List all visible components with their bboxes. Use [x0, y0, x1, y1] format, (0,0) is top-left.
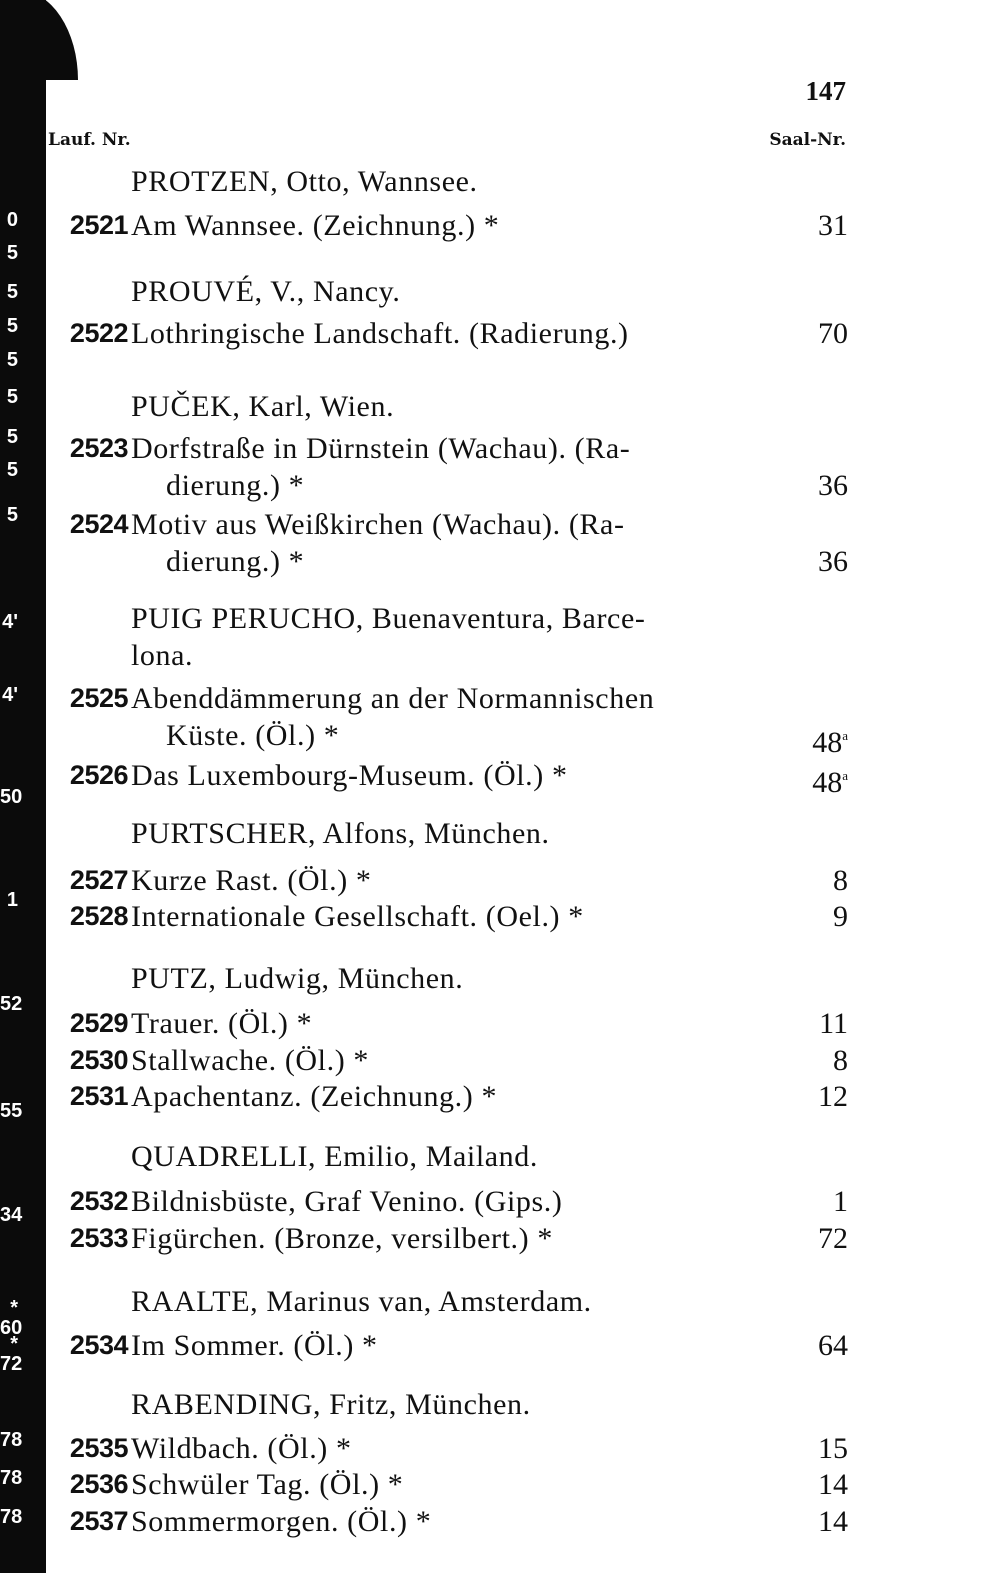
- margin-bleed-text: 78: [0, 1506, 23, 1528]
- work-title-continued: Küste. (Öl.) *: [166, 719, 340, 752]
- work-title-line: Trauer. (Öl.) *: [131, 1007, 313, 1040]
- saal-number: [788, 757, 848, 801]
- work-title-line: Schwüler Tag. (Öl.) *: [131, 1468, 404, 1501]
- saal-number: [788, 543, 848, 580]
- work-title-line: Stallwache. (Öl.) *: [131, 1044, 369, 1077]
- work-title: [131, 1327, 791, 1364]
- margin-bleed-text: 1: [6, 889, 18, 911]
- page-number: 147: [805, 76, 846, 106]
- saal-number-value: 1: [833, 1185, 848, 1218]
- work-title-line: Figürchen. (Bronze, versilbert.) *: [131, 1222, 553, 1255]
- saal-number-value: 36: [818, 469, 848, 502]
- artist-name: PUIG PERUCHO, Buenaventura, Barce-: [131, 602, 646, 635]
- artist-name: RABENDING, Fritz, München.: [131, 1388, 531, 1421]
- saal-number-value: 70: [818, 317, 848, 350]
- catalog-entry: [0, 1042, 848, 1079]
- margin-bleed-text: 55: [0, 1100, 23, 1122]
- catalog-entry: [0, 898, 848, 935]
- work-title-line: Internationale Gesellschaft. (Oel.) *: [131, 900, 584, 933]
- saal-number-value: 11: [819, 1007, 848, 1040]
- saal-number-value: 72: [818, 1222, 848, 1255]
- work-title: [131, 207, 791, 244]
- saal-number-value: 36: [818, 545, 848, 578]
- artist-heading: [131, 388, 821, 425]
- catalog-entry: [0, 1078, 848, 1115]
- margin-bleed-text: 4': [2, 611, 18, 633]
- saal-number-value: 12: [818, 1080, 848, 1113]
- work-title: [131, 1503, 791, 1540]
- catalog-entry: [0, 862, 848, 899]
- saal-number-suffix: a: [842, 768, 848, 783]
- saal-number: [788, 315, 848, 352]
- margin-bleed-text: * 72: [0, 1333, 23, 1375]
- saal-number-value: 14: [818, 1505, 848, 1538]
- catalog-entry: [0, 1503, 848, 1540]
- lauf-number: 2527: [69, 865, 128, 895]
- work-title-continued: dierung.) *: [166, 545, 305, 578]
- work-title: [131, 1183, 791, 1220]
- work-title: [131, 680, 791, 754]
- saal-number-value: 15: [818, 1432, 848, 1465]
- artist-name: PROUVÉ, V., Nancy.: [131, 275, 401, 308]
- margin-bleed-text: 5: [6, 242, 18, 264]
- lauf-number: 2521: [69, 210, 128, 240]
- work-title-line: Im Sommer. (Öl.) *: [131, 1329, 378, 1362]
- artist-name: PUČEK, Karl, Wien.: [131, 390, 395, 423]
- work-title-line: Apachentanz. (Zeichnung.) *: [131, 1080, 498, 1113]
- saal-number-value: 64: [818, 1329, 848, 1362]
- saal-number-value: 9: [833, 900, 848, 933]
- lauf-number: 2525: [69, 683, 128, 713]
- lauf-number: 2526: [69, 760, 128, 790]
- artist-name: PROTZEN, Otto, Wannsee.: [131, 165, 478, 198]
- lauf-number: 2536: [69, 1469, 128, 1499]
- margin-bleed-text: 78: [0, 1467, 23, 1489]
- saal-number: [788, 1078, 848, 1115]
- artist-heading: [131, 960, 821, 997]
- margin-bleed-text: 5: [6, 386, 18, 408]
- catalog-entry: [0, 1220, 848, 1257]
- margin-bleed-text: 52: [0, 993, 23, 1015]
- saal-number: [788, 1430, 848, 1467]
- saal-number-suffix: a: [842, 728, 848, 743]
- margin-bleed-text: 34: [0, 1204, 23, 1226]
- artist-name: QUADRELLI, Emilio, Mailand.: [131, 1140, 538, 1173]
- catalog-entry: [0, 1005, 848, 1042]
- saal-number: [788, 1327, 848, 1364]
- margin-bleed-text: 5: [6, 426, 18, 448]
- lauf-nr-label: Lauf. Nr.: [48, 130, 131, 150]
- artist-heading: [131, 1283, 821, 1320]
- margin-bleed-text: 4': [2, 684, 18, 706]
- margin-bleed-text: 78: [0, 1429, 23, 1451]
- margin-bleed-text: 5: [6, 281, 18, 303]
- page-binding-curve: [18, 0, 78, 80]
- lauf-number: 2531: [69, 1081, 128, 1111]
- saal-number: [788, 1503, 848, 1540]
- saal-number: [788, 1005, 848, 1042]
- work-title-line: Das Luxembourg-Museum. (Öl.) *: [131, 759, 568, 792]
- work-title-line: Dorfstraße in Dürnstein (Wachau). (Ra-: [131, 432, 631, 465]
- lauf-number: 2530: [69, 1045, 128, 1075]
- catalog-entry: [0, 680, 848, 759]
- saal-number: [788, 717, 848, 761]
- saal-number-value: 14: [818, 1468, 848, 1501]
- work-title-line: Lothringische Landschaft. (Radierung.): [131, 317, 629, 350]
- saal-number: [788, 467, 848, 504]
- catalog-entry: [0, 1183, 848, 1220]
- artist-name: RAALTE, Marinus van, Amsterdam.: [131, 1285, 592, 1318]
- saal-number: [788, 862, 848, 899]
- saal-number: [788, 1220, 848, 1257]
- artist-heading: [131, 163, 821, 200]
- margin-bleed-text: 5: [6, 349, 18, 371]
- margin-bleed-text: 5: [6, 315, 18, 337]
- catalog-entry: [0, 1466, 848, 1503]
- margin-bleed-text: 5: [6, 504, 18, 526]
- lauf-number: 2534: [69, 1330, 128, 1360]
- lauf-number: 2524: [69, 509, 128, 539]
- catalog-entry: [0, 1430, 848, 1467]
- work-title-line: Bildnisbüste, Graf Venino. (Gips.): [131, 1185, 563, 1218]
- work-title-continued: dierung.) *: [166, 469, 305, 502]
- saal-number: [788, 207, 848, 244]
- margin-bleed-text: 5: [6, 459, 18, 481]
- artist-heading: [131, 815, 821, 852]
- artist-name-continued: lona.: [131, 639, 194, 672]
- work-title-line: Kurze Rast. (Öl.) *: [131, 864, 372, 897]
- catalog-entry: [0, 430, 848, 504]
- artist-heading: [131, 1386, 821, 1423]
- work-title: [131, 1005, 791, 1042]
- work-title-line: Abenddämmerung an der Normannischen: [131, 682, 655, 715]
- work-title: [131, 898, 791, 935]
- saal-number: [788, 898, 848, 935]
- work-title: [131, 506, 791, 580]
- artist-heading: [131, 1138, 821, 1175]
- lauf-number: 2533: [69, 1223, 128, 1253]
- work-title: [131, 862, 791, 899]
- saal-number: [788, 1183, 848, 1220]
- saal-number: [788, 1042, 848, 1079]
- artist-name: PURTSCHER, Alfons, München.: [131, 817, 550, 850]
- saal-number-value: 31: [818, 209, 848, 242]
- work-title: [131, 757, 791, 794]
- saal-number-value: 48: [812, 726, 843, 759]
- lauf-number: 2523: [69, 433, 128, 463]
- artist-heading: [131, 600, 821, 674]
- work-title: [131, 1078, 791, 1115]
- artist-name: PUTZ, Ludwig, München.: [131, 962, 464, 995]
- work-title: [131, 315, 791, 352]
- saal-number: [788, 1466, 848, 1503]
- lauf-number: 2537: [69, 1506, 128, 1536]
- work-title-line: Motiv aus Weißkirchen (Wachau). (Ra-: [131, 508, 625, 541]
- work-title: [131, 1042, 791, 1079]
- saal-nr-label: Saal-Nr.: [769, 130, 846, 150]
- lauf-number: 2535: [69, 1433, 128, 1463]
- catalog-entry: [0, 315, 848, 352]
- catalog-entry: [0, 506, 848, 580]
- artist-heading: [131, 273, 821, 310]
- margin-bleed-text: 0: [6, 209, 18, 231]
- work-title-line: Wildbach. (Öl.) *: [131, 1432, 352, 1465]
- saal-number-value: 8: [833, 1044, 848, 1077]
- margin-bleed-text: * 60: [0, 1297, 23, 1339]
- work-title: [131, 1466, 791, 1503]
- saal-number-value: 8: [833, 864, 848, 897]
- lauf-number: 2532: [69, 1186, 128, 1216]
- catalog-entry: [0, 1327, 848, 1364]
- work-title-line: Am Wannsee. (Zeichnung.) *: [131, 209, 500, 242]
- lauf-number: 2529: [69, 1008, 128, 1038]
- work-title-line: Sommermorgen. (Öl.) *: [131, 1505, 432, 1538]
- work-title: [131, 430, 791, 504]
- lauf-number: 2522: [69, 318, 128, 348]
- work-title: [131, 1220, 791, 1257]
- lauf-number: 2528: [69, 901, 128, 931]
- work-title: [131, 1430, 791, 1467]
- saal-number-value: 48: [812, 766, 843, 799]
- catalog-entry: [0, 207, 848, 244]
- margin-bleed-text: 50: [0, 786, 23, 808]
